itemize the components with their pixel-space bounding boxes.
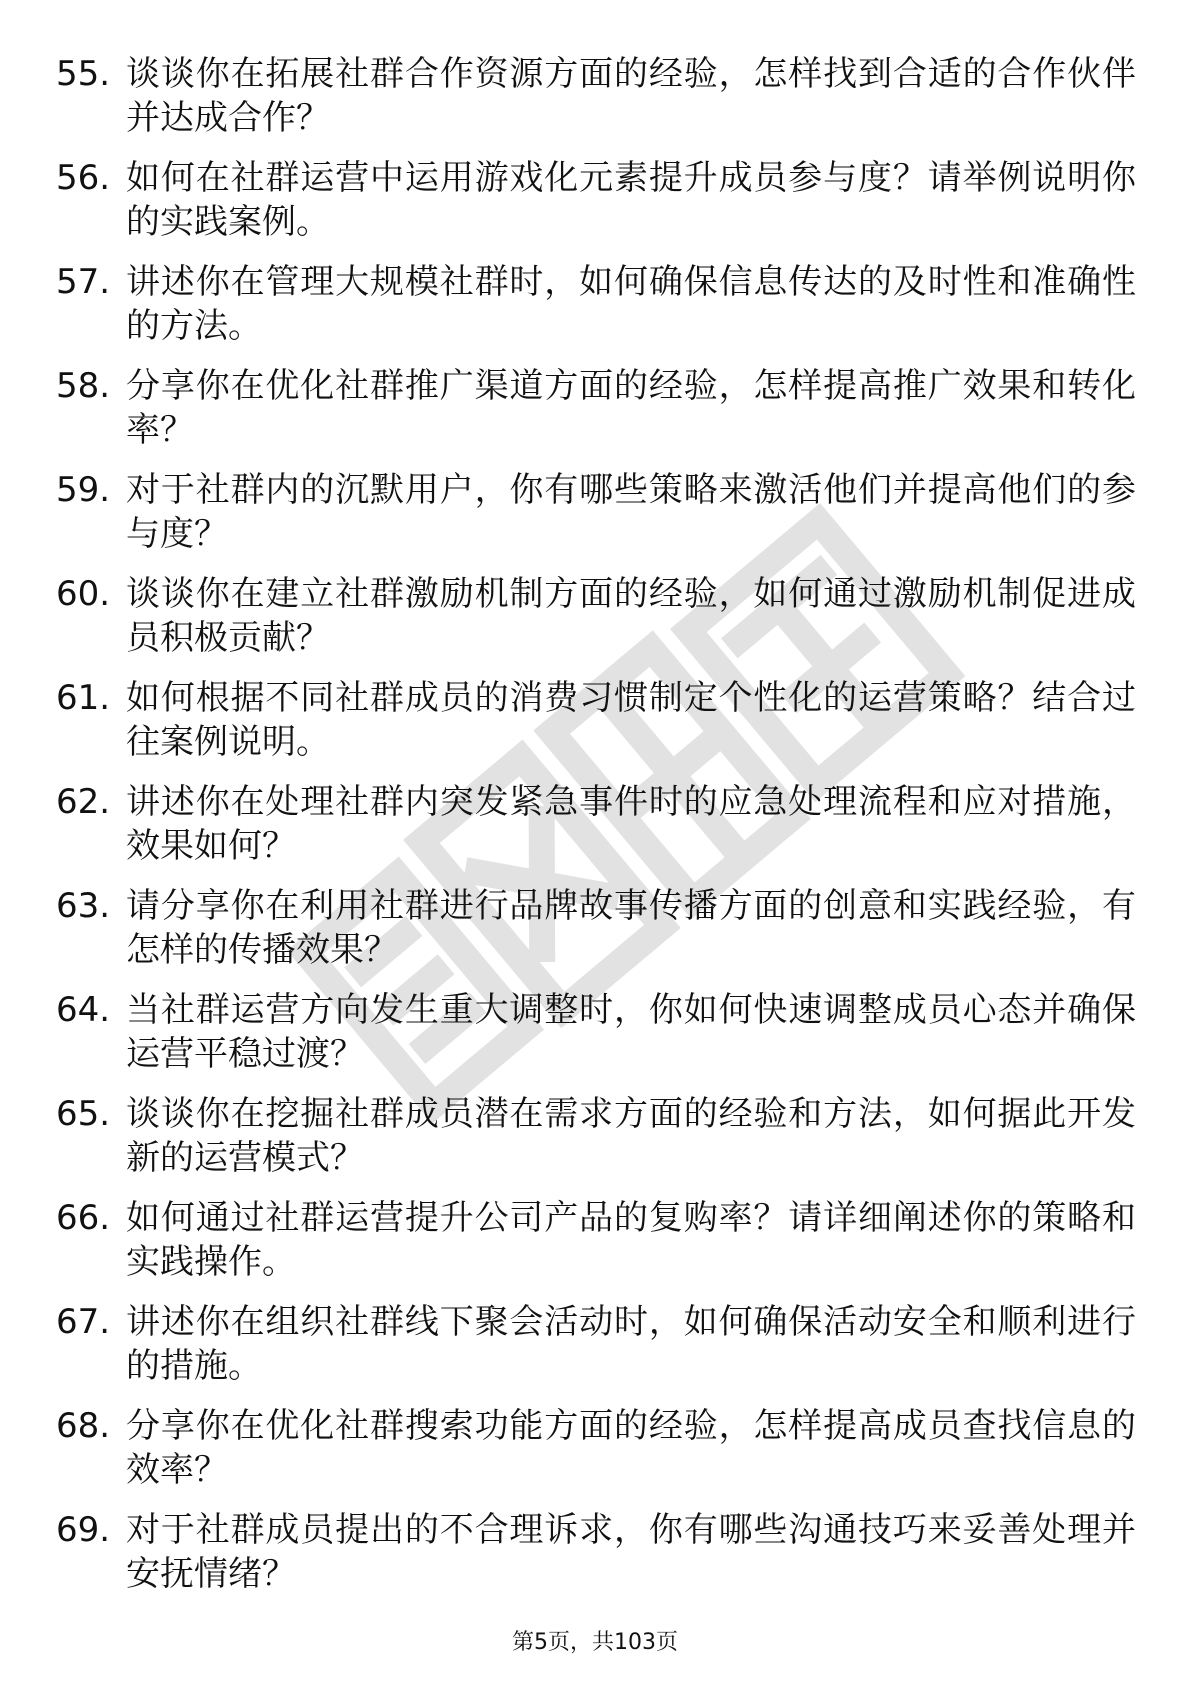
question-item: [0, 1300, 1190, 1404]
question-item: [0, 1404, 1190, 1508]
question-text: 分享你在优化社群搜索功能方面的经验，怎样提高成员查找信息的效率？: [126, 1406, 1136, 1490]
question-number: 56.: [56, 158, 111, 198]
question-number: 55.: [56, 54, 111, 94]
question-number: 63.: [56, 886, 111, 926]
question-text: 请分享你在利用社群进行品牌故事传播方面的创意和实践经验，有怎样的传播效果？: [126, 886, 1136, 970]
question-number: 57.: [56, 262, 111, 302]
question-number: 62.: [56, 782, 111, 822]
question-text: 如何根据不同社群成员的消费习惯制定个性化的运营策略？结合过往案例说明。: [126, 678, 1136, 762]
question-number: 68.: [56, 1406, 111, 1446]
question-item: [0, 1196, 1190, 1300]
question-item: [0, 364, 1190, 468]
question-item: [0, 1092, 1190, 1196]
question-text: 讲述你在组织社群线下聚会活动时，如何确保活动安全和顺利进行的措施。: [126, 1302, 1136, 1386]
question-item: [0, 468, 1190, 572]
question-item: [0, 676, 1190, 780]
question-text: 对于社群成员提出的不合理诉求，你有哪些沟通技巧来妥善处理并安抚情绪？: [126, 1510, 1136, 1594]
question-number: 65.: [56, 1094, 111, 1134]
question-list: [0, 52, 1190, 1612]
question-text: 如何通过社群运营提升公司产品的复购率？请详细阐述你的策略和实践操作。: [126, 1198, 1136, 1282]
page-number-label: 第5页，共103页: [512, 1630, 678, 1655]
page-footer: [0, 1628, 1190, 1658]
question-item: [0, 988, 1190, 1092]
question-text: 讲述你在管理大规模社群时，如何确保信息传达的及时性和准确性的方法。: [126, 262, 1136, 346]
question-number: 59.: [56, 470, 111, 510]
question-number: 67.: [56, 1302, 111, 1342]
question-number: 69.: [56, 1510, 111, 1550]
question-number: 66.: [56, 1198, 111, 1238]
question-number: 60.: [56, 574, 111, 614]
question-number: 58.: [56, 366, 111, 406]
question-text: 谈谈你在拓展社群合作资源方面的经验，怎样找到合适的合作伙伴并达成合作？: [126, 54, 1136, 138]
question-number: 64.: [56, 990, 111, 1030]
question-item: [0, 780, 1190, 884]
question-text: 分享你在优化社群推广渠道方面的经验，怎样提高推广效果和转化率？: [126, 366, 1136, 450]
question-number: 61.: [56, 678, 111, 718]
question-item: [0, 572, 1190, 676]
question-text: 讲述你在处理社群内突发紧急事件时的应急处理流程和应对措施，效果如何？: [126, 782, 1136, 866]
question-text: 谈谈你在挖掘社群成员潜在需求方面的经验和方法，如何据此开发新的运营模式？: [126, 1094, 1136, 1178]
question-item: [0, 1508, 1190, 1612]
question-text: 对于社群内的沉默用户，你有哪些策略来激活他们并提高他们的参与度？: [126, 470, 1136, 554]
question-text: 谈谈你在建立社群激励机制方面的经验，如何通过激励机制促进成员积极贡献？: [126, 574, 1136, 658]
question-text: 当社群运营方向发生重大调整时，你如何快速调整成员心态并确保运营平稳过渡？: [126, 990, 1136, 1074]
question-item: [0, 260, 1190, 364]
question-item: [0, 52, 1190, 156]
question-text: 如何在社群运营中运用游戏化元素提升成员参与度？请举例说明你的实践案例。: [126, 158, 1136, 242]
question-item: [0, 156, 1190, 260]
question-item: [0, 884, 1190, 988]
